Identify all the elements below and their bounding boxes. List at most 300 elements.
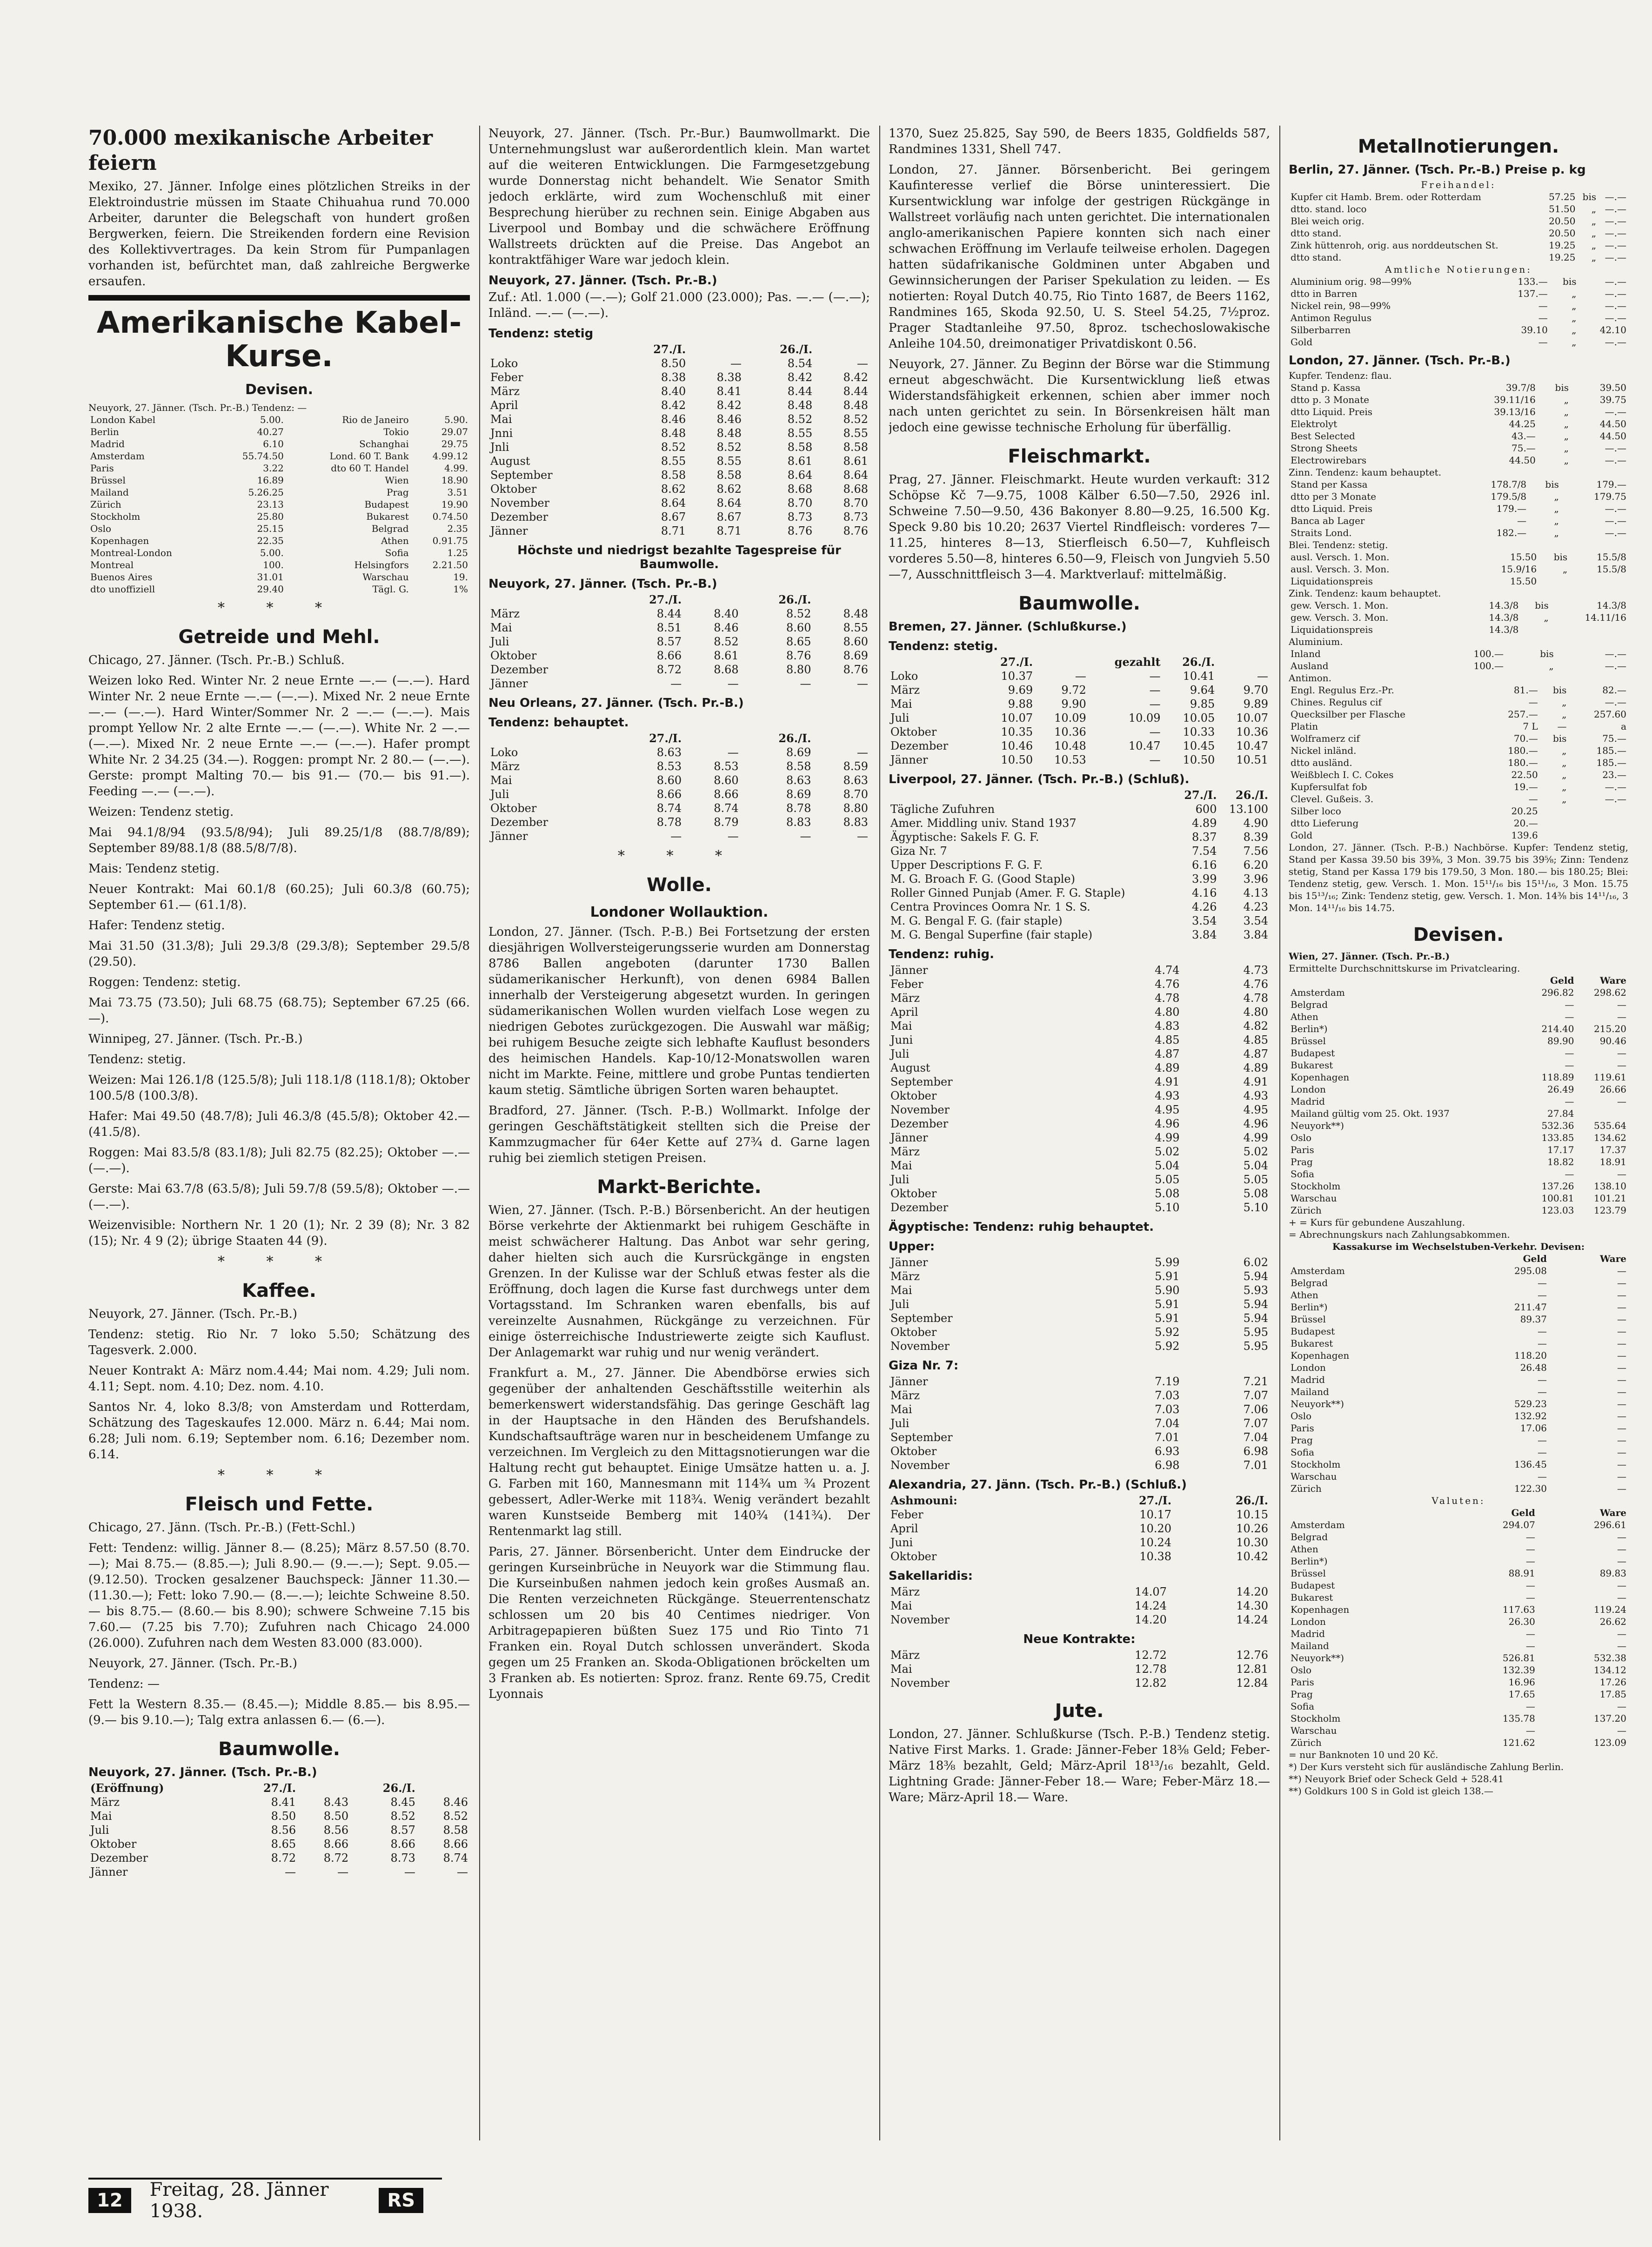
- footnote: **) Goldkurs 100 S in Gold ist gleich 138.—: [1289, 1785, 1493, 1797]
- table-header-cell: 26./I.: [778, 593, 811, 606]
- neue-kontrakte-table: [889, 1648, 1270, 1690]
- table-cell: 295.08: [1514, 1265, 1547, 1276]
- getreide-text: [88, 652, 470, 1249]
- liverpool-table: [889, 788, 1270, 942]
- table-row: [889, 1339, 1270, 1353]
- table-cell: —: [1525, 1628, 1535, 1639]
- table-cell: 40.27: [257, 426, 284, 437]
- table-cell: 10.45: [1183, 739, 1215, 752]
- table-cell: 8.72: [271, 1851, 296, 1865]
- table-cell: Juli: [490, 635, 509, 648]
- table-cell: 8.71: [661, 524, 686, 537]
- table-cell: 44.50: [1599, 418, 1626, 429]
- table-cell: 211.47: [1514, 1301, 1547, 1313]
- table-row: [488, 677, 870, 691]
- table-cell: —.—: [1605, 527, 1626, 538]
- metall-freihandel-table: [1289, 191, 1628, 263]
- table-row: [1289, 1531, 1628, 1543]
- table-cell: 178.7/8: [1491, 479, 1527, 490]
- london-boerse-text: London, 27. Jänner. Börsenbericht. Bei geringem Kaufinteresse verlief die Börse uninteressiert. Die Kursentwicklung war infolge der gestrigen Rückgänge in Wallstreet vorläufig nach unten gerichtet. Die internationalen anglo-amerikanischen Papiere konnten sich nach einer schwachen Eröffnung im Verlaufe teilweise erholen. Dagegen hatten südafrikanische Goldminen unter Abgaben und Gewinnsicherungen der Pariser Spekulation zu leiden. — Es notierten: Royal Dutch 40.75, Rio Tinto 1687, de Beers 1162, Randmines 165, Skoda 92.50, U. S. Steel 54.25, 7½proz. Prager Stadtanleihe 97.50, 8proz. tschechoslowakische Anleihe 104.50, dreimonatiger Privatdiskont 0.56.: [889, 163, 1270, 351]
- table-cell: 122.30: [1514, 1483, 1547, 1494]
- table-cell: 12.81: [1236, 1663, 1268, 1676]
- table-cell: Athen: [1291, 1543, 1318, 1555]
- table-cell: 7.54: [1192, 845, 1217, 858]
- table-cell: Warschau: [362, 571, 409, 583]
- table-cell: 8.67: [661, 510, 686, 523]
- table-row: [1289, 551, 1628, 563]
- table-header-cell: (Eröffnung): [90, 1781, 164, 1795]
- table-cell: September: [890, 1312, 953, 1325]
- table-row: [1289, 1337, 1628, 1349]
- neuyork-boerse-text: Neuyork, 27. Jänner. Zu Beginn der Börse war die Stimmung erneut abgeschwächt. Die Kursentwicklung ließ etwas Widerstandsfähigkeit erkennen, schien aber immer noch nach unten gerichtet zu sein. In Börsenkreisen hält man jedoch eine gewisse technische Erholung für überfällig.: [889, 357, 1270, 435]
- table-cell: Mai: [890, 1284, 912, 1297]
- table-cell: Prag: [386, 487, 409, 498]
- table-cell: 19.25: [1549, 252, 1576, 263]
- table-cell: September: [890, 1075, 953, 1088]
- table-header-cell: 27./I.: [1184, 788, 1217, 802]
- table-cell: 2.21.50: [432, 559, 468, 570]
- table-cell: —: [1617, 1471, 1626, 1482]
- paragraph: Santos Nr. 4, loko 8.3/8; von Amsterdam und Rotterdam, Schätzung des Tageskaufes 12.000. März n. 6.44; Mai nom. 6.28; Juli nom. 6.19; September nom. 6.16; Dezember nom. 6.14.: [88, 1400, 470, 1462]
- table-cell: 19.25: [1549, 240, 1576, 251]
- section-title-baumwolle-2: Baumwolle.: [1018, 593, 1140, 614]
- table-cell: —: [1617, 999, 1626, 1010]
- table-cell: 5.10: [1155, 1201, 1180, 1214]
- table-cell: „: [1572, 336, 1577, 348]
- newspaper-page: [28, 19, 1628, 2234]
- upper-label: Upper:: [889, 1240, 935, 1254]
- table-row: [488, 356, 870, 370]
- table-cell: 4.91: [1243, 1075, 1268, 1088]
- table-row: [1289, 418, 1628, 430]
- table-header-cell: [488, 731, 611, 745]
- table-cell: —: [1149, 698, 1161, 711]
- table-cell: 3.84: [1192, 928, 1217, 941]
- table-cell: März: [890, 1270, 920, 1283]
- table-cell: Wien: [385, 475, 409, 486]
- table-cell: Oktober: [890, 1187, 937, 1200]
- table-cell: Kopenhagen: [1291, 1072, 1350, 1083]
- table-row: [1289, 1519, 1628, 1531]
- table-row: [88, 1795, 470, 1809]
- table-cell: —: [1617, 1459, 1626, 1470]
- table-row: [1289, 275, 1628, 288]
- table-cell: bis: [1552, 684, 1567, 696]
- table-cell: Warschau: [1291, 1725, 1337, 1736]
- table-row: [1289, 288, 1628, 300]
- table-cell: Antimon Regulus: [1291, 312, 1372, 323]
- table-cell: 8.73: [787, 510, 813, 523]
- table-cell: —: [1617, 1543, 1626, 1555]
- table-cell: 5.93: [1243, 1284, 1268, 1297]
- blei-table: [1289, 551, 1628, 587]
- table-cell: —: [337, 1865, 349, 1878]
- table-row: [1289, 430, 1628, 442]
- table-cell: Elektrolyt: [1291, 418, 1338, 429]
- table-header-cell: [889, 655, 980, 669]
- table-row: [1289, 382, 1628, 394]
- table-cell: Bukarest: [1291, 1338, 1333, 1349]
- table-cell: Mailand gültig vom 25. Okt. 1937: [1291, 1108, 1450, 1119]
- table-cell: 4.26: [1192, 900, 1217, 913]
- table-cell: 8.66: [714, 788, 739, 801]
- table-row: [1289, 757, 1628, 769]
- table-cell: —: [800, 677, 811, 690]
- table-row: [1289, 490, 1628, 503]
- table-cell: März: [490, 385, 520, 398]
- table-cell: 39.10: [1521, 324, 1548, 335]
- table-cell: 12.78: [1135, 1663, 1167, 1676]
- baumwolle-table: [88, 1781, 470, 1879]
- table-row: [1289, 1059, 1628, 1071]
- table-cell: 10.26: [1236, 1522, 1268, 1535]
- table-row: [488, 759, 870, 773]
- table-cell: 8.42: [716, 399, 742, 412]
- table-row: [1289, 515, 1628, 527]
- table-row: [1289, 805, 1628, 817]
- table-row: [88, 1823, 470, 1837]
- column-rule: [879, 126, 880, 2140]
- table-cell: Jänner: [890, 753, 928, 766]
- table-header-cell: Ware: [1600, 1253, 1626, 1264]
- paragraph: Tendenz: stetig.: [88, 1053, 186, 1066]
- table-cell: 51.50: [1549, 203, 1576, 215]
- table-cell: Jnli: [490, 441, 509, 454]
- table-row: [889, 914, 1270, 928]
- table-cell: 8.60: [843, 635, 868, 648]
- table-cell: 10.15: [1236, 1508, 1268, 1521]
- separator-stars: * * *: [217, 1254, 341, 1270]
- ny-baumwolle-table: [488, 342, 870, 538]
- table-cell: Warschau: [1291, 1193, 1337, 1204]
- table-row: [88, 583, 470, 595]
- table-cell: 4.16: [1192, 886, 1217, 899]
- section-title-metall: Metallnotierungen.: [1358, 136, 1559, 157]
- table-cell: Budapest: [1291, 1047, 1335, 1059]
- table-cell: 4.90: [1243, 817, 1268, 830]
- table-cell: 8.50: [271, 1810, 296, 1823]
- table-header-cell: [1289, 1507, 1446, 1519]
- table-cell: 529.23: [1514, 1398, 1547, 1409]
- table-cell: 215.20: [1594, 1023, 1626, 1034]
- table-cell: Belgrad: [371, 523, 409, 534]
- table-cell: 137.—: [1518, 288, 1548, 299]
- hoechst-header: Neuyork, 27. Jänner. (Tsch. Pr.-B.): [488, 577, 717, 591]
- aluminium-label: Aluminium.: [1289, 636, 1343, 647]
- table-cell: Jänner: [890, 1256, 928, 1269]
- table-cell: 296.82: [1541, 987, 1574, 998]
- table-cell: November: [890, 1613, 950, 1626]
- table-cell: 8.40: [661, 385, 686, 398]
- table-cell: 39.11/16: [1494, 394, 1536, 405]
- table-cell: 8.78: [786, 802, 811, 815]
- table-cell: 14.11/16: [1585, 612, 1626, 623]
- table-cell: 8.59: [843, 760, 868, 773]
- table-cell: 39.7/8: [1505, 382, 1536, 393]
- table-cell: 294.07: [1502, 1519, 1535, 1530]
- table-row: [1289, 732, 1628, 745]
- table-cell: 27.84: [1547, 1108, 1574, 1119]
- table-cell: 8.70: [843, 788, 868, 801]
- table-cell: 6.20: [1243, 859, 1268, 872]
- table-header-cell: [683, 593, 741, 607]
- table-cell: Lond. 60 T. Bank: [329, 450, 409, 462]
- table-cell: 4.99.: [444, 463, 468, 474]
- table-cell: 10.51: [1236, 753, 1268, 766]
- ny-header: Neuyork, 27. Jänner. (Tsch. Pr.-B.): [488, 274, 717, 288]
- table-row: [889, 1325, 1270, 1339]
- table-cell: „: [1572, 300, 1577, 311]
- table-cell: 257.60: [1594, 709, 1626, 720]
- table-cell: —: [1617, 1580, 1626, 1591]
- table-cell: 10.17: [1139, 1508, 1172, 1521]
- table-cell: —: [1617, 1060, 1626, 1071]
- table-cell: —: [1525, 1543, 1535, 1555]
- table-cell: 532.36: [1541, 1120, 1574, 1131]
- column-rule: [1279, 126, 1280, 2140]
- table-row: [1289, 1616, 1628, 1628]
- table-cell: 39.50: [1599, 382, 1626, 393]
- table-cell: Bukarest: [1291, 1060, 1333, 1071]
- table-cell: 10.20: [1139, 1522, 1172, 1535]
- valuten-table: [1289, 1507, 1628, 1749]
- table-cell: 182.—: [1496, 527, 1527, 538]
- table-row: [1289, 720, 1628, 732]
- table-cell: 179.75: [1594, 491, 1626, 502]
- table-cell: 4.87: [1243, 1047, 1268, 1060]
- table-row: [1289, 454, 1628, 466]
- table-cell: 101.21: [1594, 1193, 1626, 1204]
- table-cell: 179.—: [1496, 503, 1527, 514]
- hoechst-table: [488, 593, 870, 691]
- table-cell: „: [1562, 757, 1567, 768]
- table-cell: —: [1149, 670, 1161, 683]
- table-row: [889, 1089, 1270, 1103]
- table-cell: 8.55: [716, 455, 742, 468]
- table-cell: 39.75: [1599, 394, 1626, 405]
- table-row: [1289, 1374, 1628, 1386]
- table-cell: 5.92: [1155, 1340, 1180, 1353]
- table-cell: Juli: [890, 1047, 910, 1060]
- table-cell: Juli: [90, 1824, 109, 1837]
- table-row: [488, 482, 870, 496]
- column-1: [88, 126, 470, 2140]
- table-cell: August: [490, 455, 530, 468]
- table-cell: 8.40: [714, 607, 739, 620]
- table-cell: Berlin*): [1291, 1556, 1328, 1567]
- table-row: [1289, 624, 1628, 636]
- table-cell: —: [1517, 515, 1527, 526]
- table-row: [1289, 478, 1628, 490]
- table-cell: Ausland: [1291, 660, 1329, 671]
- table-cell: 26.30: [1508, 1616, 1535, 1627]
- table-row: [1289, 406, 1628, 418]
- table-cell: 8.78: [656, 816, 682, 829]
- table-cell: 5.95: [1243, 1340, 1268, 1353]
- table-cell: Amsterdam: [1291, 987, 1345, 998]
- table-row: [889, 739, 1270, 753]
- table-cell: Mai: [490, 621, 512, 634]
- table-row: [889, 858, 1270, 872]
- liverpool-tendenz: Tendenz: ruhig.: [889, 947, 995, 961]
- table-row: [1289, 829, 1628, 841]
- table-cell: [1538, 575, 1569, 587]
- section-title-kaffee: Kaffee.: [242, 1280, 316, 1301]
- table-cell: 23.13: [257, 499, 284, 510]
- table-cell: 8.46: [714, 621, 739, 634]
- table-cell: 19.90: [441, 499, 468, 510]
- table-cell: „: [1562, 709, 1567, 720]
- antimon-label: Antimon.: [1289, 672, 1332, 684]
- table-cell: 10.07: [1001, 711, 1033, 724]
- table-cell: —: [1617, 1640, 1626, 1651]
- wien-devisen-table: [1289, 974, 1628, 1216]
- table-cell: 8.48: [716, 427, 742, 440]
- table-cell: 9.64: [1190, 684, 1215, 697]
- table-row: [1289, 1192, 1628, 1204]
- table-cell: M. G. Broach F. G. (Good Staple): [890, 872, 1075, 885]
- table-cell: —: [857, 357, 868, 370]
- table-cell: —: [1257, 670, 1268, 683]
- table-cell: —: [1537, 1326, 1547, 1337]
- table-cell: —: [1617, 1592, 1626, 1603]
- table-header-cell: [813, 593, 870, 607]
- table-cell: 10.33: [1183, 725, 1215, 738]
- table-cell: 15.9/16: [1501, 563, 1537, 575]
- table-cell: „: [1564, 455, 1569, 466]
- table-row: [1289, 1168, 1628, 1180]
- table-cell: 4.78: [1243, 992, 1268, 1005]
- table-cell: 8.60: [714, 774, 739, 787]
- paragraph: Chicago, 27. Jänner. (Tsch. Pr.-B.) Schluß.: [88, 653, 345, 667]
- table-cell: Stand per Kassa: [1291, 479, 1368, 490]
- table-cell: —: [1525, 1640, 1535, 1651]
- table-row: [889, 1187, 1270, 1201]
- table-cell: 8.58: [786, 760, 811, 773]
- table-cell: „: [1554, 503, 1559, 514]
- table-cell: Brüssel: [1291, 1568, 1326, 1579]
- table-header-row: [488, 731, 870, 745]
- table-cell: 8.55: [843, 427, 868, 440]
- table-cell: —: [800, 830, 811, 843]
- table-cell: Giza Nr. 7: [890, 845, 947, 858]
- table-header-cell: 27./I.: [649, 731, 682, 745]
- table-cell: Engl. Regulus Erz.-Pr.: [1291, 684, 1394, 696]
- table-row: [1289, 1023, 1628, 1035]
- table-cell: —.—: [1605, 215, 1626, 227]
- table-header-cell: [488, 593, 611, 607]
- table-cell: 8.60: [656, 774, 682, 787]
- table-row: [889, 1117, 1270, 1131]
- table-cell: Gold: [1291, 830, 1313, 841]
- london-kupfer-header: London, 27. Jänner. (Tsch. Pr.-B.): [1289, 354, 1511, 368]
- table-cell: 532.38: [1594, 1652, 1626, 1663]
- table-row: [488, 773, 870, 787]
- table-cell: Sofia: [1291, 1701, 1315, 1712]
- table-cell: Brüssel: [1291, 1314, 1326, 1325]
- zinn-table: [1289, 478, 1628, 539]
- table-cell: „: [1562, 563, 1568, 575]
- table-cell: 17.17: [1547, 1144, 1574, 1155]
- table-cell: 5.02: [1155, 1145, 1180, 1158]
- table-cell: Belgrad: [1291, 1531, 1328, 1543]
- table-cell: 8.46: [443, 1796, 468, 1809]
- table-row: [1289, 1289, 1628, 1301]
- paragraph: Mai 94.1/8/94 (93.5/8/94); Juli 89.25/1/8 (88.7/8/89); September 89/88.1/8 (88.5/8/7/8).: [88, 825, 470, 855]
- section-divider: [88, 295, 470, 301]
- table-cell: 10.47: [1128, 739, 1161, 752]
- table-cell: 10.37: [1001, 670, 1033, 683]
- table-cell: „: [1564, 406, 1569, 417]
- kassakurse-title: Kassakurse im Wechselstuben-Verkehr. Devisen:: [1332, 1241, 1585, 1252]
- table-cell: Feber: [890, 978, 923, 991]
- table-cell: 3.54: [1243, 914, 1268, 927]
- orleans-tendenz: Tendenz: behauptet.: [488, 716, 629, 730]
- table-cell: „: [1591, 252, 1597, 263]
- table-cell: ausl. Versch. 1. Mon.: [1291, 551, 1390, 563]
- table-cell: 4.99: [1243, 1131, 1268, 1144]
- table-cell: 8.52: [786, 607, 811, 620]
- table-cell: —.—: [1605, 228, 1626, 239]
- table-cell: 5.26.25: [248, 487, 284, 498]
- table-row: [1289, 708, 1628, 720]
- table-row: [1289, 611, 1628, 624]
- table-cell: 26.49: [1547, 1084, 1574, 1095]
- table-cell: 8.66: [656, 649, 682, 662]
- table-cell: 7.07: [1243, 1389, 1268, 1402]
- table-cell: —: [1617, 1374, 1626, 1385]
- table-cell: Juli: [490, 788, 509, 801]
- table-row: [1289, 300, 1628, 312]
- table-header-cell: [1035, 655, 1088, 669]
- table-cell: 8.48: [843, 399, 868, 412]
- table-cell: 4.99.12: [432, 450, 468, 462]
- table-cell: —: [1528, 697, 1538, 708]
- table-cell: Madrid: [1291, 1628, 1325, 1639]
- table-cell: 14.20: [1135, 1613, 1167, 1626]
- table-cell: „: [1564, 443, 1569, 454]
- table-cell: 133.—: [1518, 276, 1548, 287]
- table-header-cell: Ashmouni:: [890, 1494, 957, 1507]
- table-header-row: [88, 1781, 470, 1795]
- table-cell: 6.10: [263, 438, 284, 449]
- column-2: [488, 126, 870, 2140]
- table-row: [88, 1837, 470, 1851]
- table-cell: Schanghai: [359, 438, 409, 449]
- table-row: [1289, 1482, 1628, 1495]
- table-cell: M. G. Bengal Superfine (fair staple): [890, 928, 1093, 941]
- table-row: [488, 663, 870, 677]
- table-row: [1289, 527, 1628, 539]
- table-cell: 81.—: [1513, 684, 1538, 696]
- table-row: [889, 1019, 1270, 1033]
- table-cell: 180.—: [1508, 745, 1538, 756]
- table-cell: 22.35: [257, 535, 284, 546]
- table-cell: 25.15: [257, 523, 284, 534]
- table-header-cell: [889, 788, 1175, 802]
- table-cell: August: [890, 1061, 930, 1074]
- column-3: [889, 126, 1270, 2140]
- table-header-cell: [814, 342, 870, 356]
- table-cell: 0.74.50: [432, 511, 468, 522]
- paragraph: Weizen loko Red. Winter Nr. 2 neue Ernte —.— (—.—). Hard Winter Nr. 2 neue Ernte —.— (—.—). Mixed Nr. 2 neue Ernte —.— (—.—). Hard Winter/Sommer Nr. 2 —.— (—.—). Mais prompt Yellow Nr. 2 alte Ernte —.— (—.—). White Nr. 2 —.— (—.—). Mixed Nr. 2 neue Ernte —.— (—.—). Hafer prompt White Nr. 2 34.25 (34.—). Roggen: prompt Nr. 2 80.— (—.—). Gerste: prompt Malting 70.— bis 91.— (70.— bis 91.—). Feeding —.— (—.—).: [88, 674, 470, 798]
- table-row: [1289, 1446, 1628, 1458]
- table-cell: 5.90: [1155, 1284, 1180, 1297]
- table-cell: 1%: [453, 584, 468, 595]
- table-cell: 5.05: [1243, 1173, 1268, 1186]
- table-cell: 4.91: [1155, 1075, 1180, 1088]
- table-cell: 9.70: [1243, 684, 1268, 697]
